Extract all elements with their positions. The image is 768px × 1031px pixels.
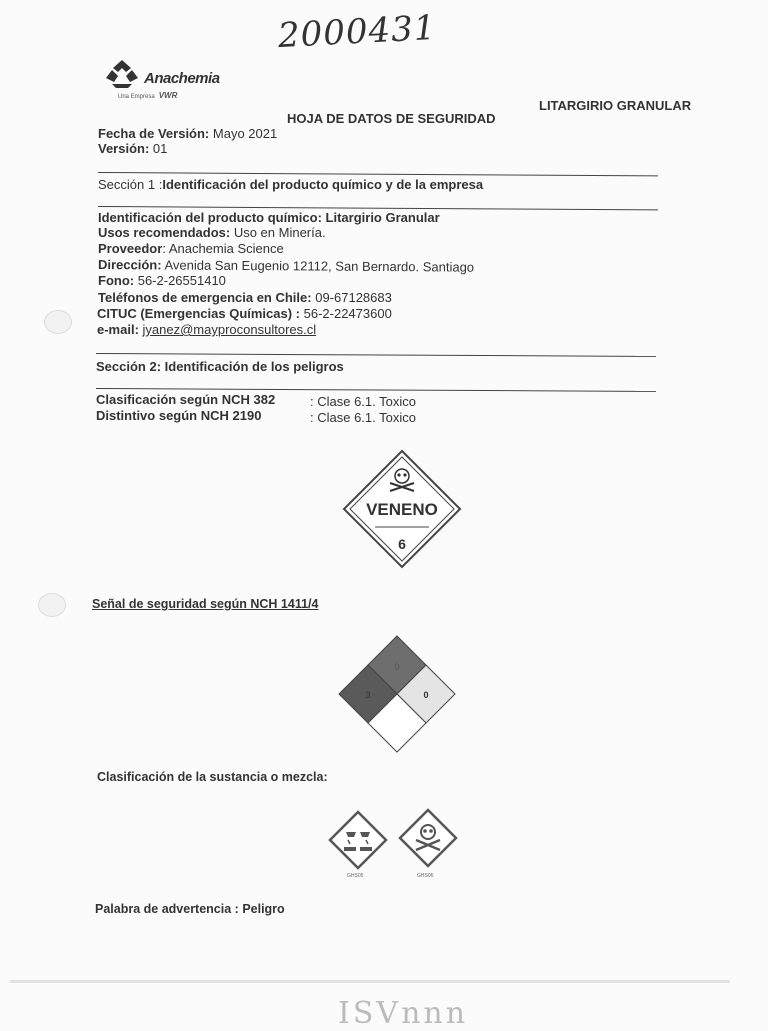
reactivity-value: 0 — [423, 690, 429, 700]
phone: Fono: 56-2-26551410 — [98, 273, 226, 288]
health-value: 3 — [365, 690, 371, 700]
classification-title: Clasificación de la sustancia o mezcla: — [97, 770, 328, 784]
section-1-title: Sección 1 :Identificación del producto químico y de la empresa — [98, 177, 484, 192]
nch2190-label: Distintivo según NCH 2190 — [96, 408, 262, 423]
recommended-uses: Usos recomendados: Uso en Minería. — [98, 225, 326, 240]
signal-word-line: Palabra de advertencia : Peligro — [95, 902, 285, 916]
anachemia-logo — [104, 58, 234, 102]
poison-placard — [342, 449, 462, 569]
divider — [96, 353, 656, 357]
document-title: HOJA DE DATOS DE SEGURIDAD — [287, 111, 496, 126]
page-edge — [10, 980, 730, 983]
anachemia-logo-icon — [104, 58, 140, 90]
vwr-logo: VWR — [158, 91, 178, 100]
nch382-label: Clasificación según NCH 382 — [96, 392, 276, 407]
divider — [98, 172, 658, 176]
nch382-value: : Clase 6.1. Toxico — [310, 394, 416, 409]
handwritten-scribble: ISVnnn — [338, 996, 469, 1031]
signal-word: Peligro — [242, 902, 285, 916]
toxic-pictogram — [398, 808, 458, 868]
logo-name: Anachemia — [144, 70, 220, 87]
version-date: Fecha de Versión: Mayo 2021 — [98, 126, 278, 141]
nch2190-value: : Clase 6.1. Toxico — [310, 410, 416, 425]
logo-subtitle: Una Empresa VWR — [118, 91, 178, 100]
email-link[interactable]: jyanez@mayproconsultores.cl — [142, 322, 317, 337]
emergency-phone: Teléfonos de emergencia en Chile: 09-67128683 — [98, 290, 392, 305]
product-identification: Identificación del producto químico: Litargirio Granular — [98, 210, 440, 225]
punch-hole — [38, 593, 66, 617]
placard-word: VENENO — [366, 500, 438, 519]
supplier: Proveedor: Anachemia Science — [98, 241, 284, 256]
flammability-value: 0 — [394, 662, 400, 672]
product-name: LITARGIRIO GRANULAR — [539, 98, 692, 113]
version-number: Versión: 01 — [98, 141, 168, 156]
ghs05-code: GHS05 — [347, 873, 364, 879]
section-2-title: Sección 2: Identificación de los peligros — [96, 359, 344, 374]
placard-number: 6 — [398, 536, 406, 552]
address: Dirección: Avenida San Eugenio 12112, San Bernardo. Santiago — [97, 257, 475, 275]
email: e-mail: jyanez@mayproconsultores.cl — [97, 322, 317, 337]
corrosion-pictogram — [328, 810, 388, 870]
nfpa-diamond — [337, 634, 457, 754]
cituc-phone: CITUC (Emergencias Químicas) : 56-2-22473600 — [97, 306, 392, 321]
handwritten-number: 2000431 — [277, 7, 438, 57]
punch-hole — [44, 310, 72, 334]
ghs06-code: GHS06 — [417, 873, 434, 879]
nch1411-title: Señal de seguridad según NCH 1411/4 — [92, 597, 319, 611]
